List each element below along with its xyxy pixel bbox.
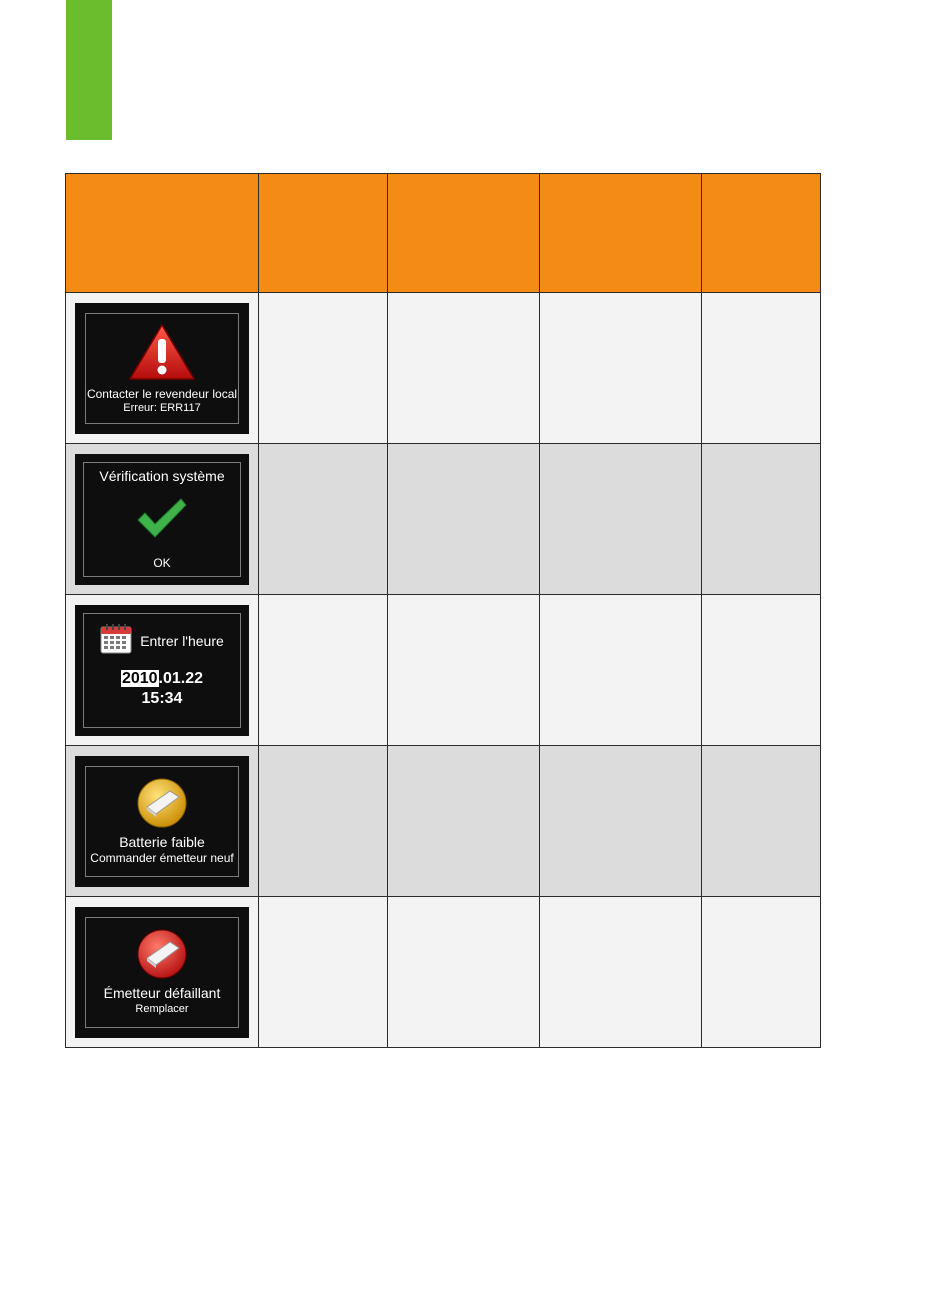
empty-cell	[259, 595, 388, 746]
transmitter-yellow-icon	[136, 777, 188, 834]
empty-cell	[702, 595, 821, 746]
header-cell-1	[66, 174, 259, 293]
system-check-screen	[75, 454, 249, 585]
empty-cell	[388, 444, 540, 595]
header-cell-2	[259, 174, 388, 293]
table-header-row	[66, 174, 821, 293]
system-check-title: Vérification système	[99, 468, 225, 485]
table-row	[66, 897, 821, 1048]
empty-cell	[259, 746, 388, 897]
empty-cell	[540, 595, 702, 746]
year-field-selected[interactable]: 2010	[121, 670, 158, 687]
empty-cell	[259, 444, 388, 595]
low-battery-title: Batterie faible	[119, 833, 205, 850]
system-check-status: OK	[153, 555, 171, 570]
calendar-icon	[100, 624, 132, 659]
low-battery-instruction: Commander émetteur neuf	[90, 851, 234, 866]
header-cell-3	[388, 174, 540, 293]
empty-cell	[702, 444, 821, 595]
header-cell-5	[702, 174, 821, 293]
screen-cell	[66, 746, 259, 897]
empty-cell	[259, 897, 388, 1048]
empty-cell	[702, 746, 821, 897]
empty-cell	[540, 444, 702, 595]
error-screen	[75, 303, 249, 434]
faulty-transmitter-screen	[75, 907, 249, 1038]
empty-cell	[702, 293, 821, 444]
header-cell-4	[540, 174, 702, 293]
section-color-tab	[66, 0, 112, 140]
table-row	[66, 746, 821, 897]
table-row	[66, 444, 821, 595]
table-row	[66, 595, 821, 746]
faulty-transmitter-title: Émetteur défaillant	[103, 985, 221, 1002]
empty-cell	[388, 897, 540, 1048]
date-rest: .01.22	[158, 670, 204, 687]
time-entry-title: Entrer l'heure	[140, 632, 224, 649]
warning-triangle-icon	[127, 322, 197, 387]
screen-cell	[66, 444, 259, 595]
empty-cell	[540, 293, 702, 444]
message-table	[65, 173, 821, 1048]
empty-cell	[388, 293, 540, 444]
screen-cell	[66, 293, 259, 444]
error-message: Contacter le revendeur local	[86, 386, 238, 401]
time-entry-screen	[75, 605, 249, 736]
empty-cell	[702, 897, 821, 1048]
empty-cell	[540, 897, 702, 1048]
error-code: Erreur: ERR117	[123, 401, 201, 414]
empty-cell	[540, 746, 702, 897]
empty-cell	[259, 293, 388, 444]
low-battery-screen	[75, 756, 249, 887]
empty-cell	[388, 595, 540, 746]
time-value[interactable]: 15:34	[141, 690, 183, 707]
table-row	[66, 293, 821, 444]
screen-cell	[66, 897, 259, 1048]
empty-cell	[388, 746, 540, 897]
date-value[interactable]	[121, 669, 203, 689]
transmitter-red-icon	[136, 928, 188, 985]
checkmark-icon	[135, 496, 189, 545]
screen-cell	[66, 595, 259, 746]
faulty-transmitter-instruction: Remplacer	[135, 1002, 189, 1015]
